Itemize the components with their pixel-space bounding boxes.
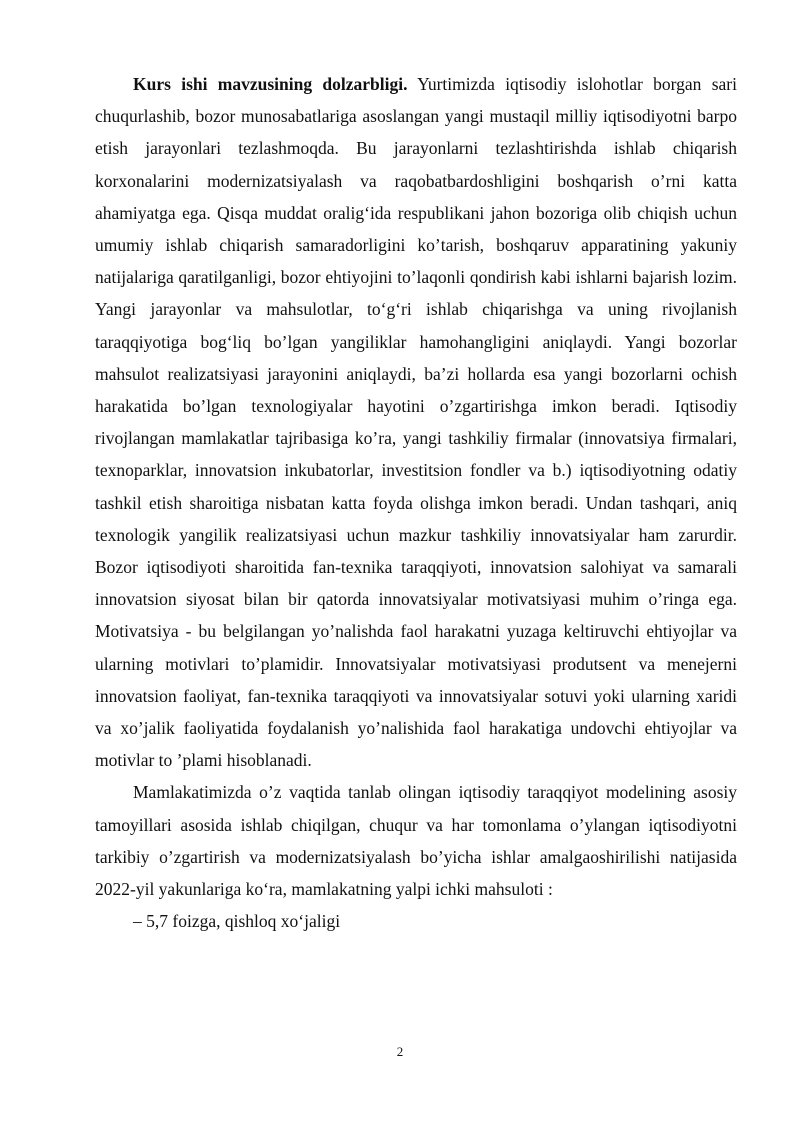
paragraph-heading: Kurs ishi mavzusining dolzarbligi.	[133, 74, 408, 94]
paragraph-relevance	[95, 68, 737, 776]
list-item: – 5,7 foizga, qishloq xoʻjaligi	[133, 911, 341, 932]
document-body	[95, 68, 737, 937]
paragraph-text: Yurtimizda iqtisodiy islohotlar borgan sari chuqurlashib, bozor munosabatlariga asoslangan yangi mustaqil milliy iqtisodiyotni barpo etish jarayonlari tezlashmoqda. Bu jarayonlarni tezlashtirishda ishlab chiqarish korxonalarini modernizatsiyalash va raqobatbardoshligini boshqarish oʼrni katta ahamiyatga ega. Qisqa muddat oraligʻida respublikani jahon bozoriga olib chiqish uchun umumiy ishlab chiqarish samaradorligini koʼtarish, boshqaruv apparatining yakuniy natijalariga qaratilganligi, bozor ehtiyojini toʼlaqonli qondirish kabi ishlarni bajarish lozim. Yangi jarayonlar va mahsulotlar, toʻgʻri ishlab chiqarishga va uning rivojlanish taraqqiyotiga bogʻliq boʼlgan yangiliklar hamohangligini aniqlaydi. Yangi bozorlar mahsulot realizatsiyasi jarayonini aniqlaydi, baʼzi hollarda esa yangi bozorlarni ochish harakatida boʼlgan texnologiyalar hayotini oʼzgartirishga imkon beradi. Iqtisodiy rivojlangan mamlakatlar tajribasiga koʼra, yangi tashkiliy firmalar (innovatsiya firmalari, texnoparklar, innovatsion inkubatorlar, investitsion fondler va b.) iqtisodiyotning odatiy tashkil etish sharoitiga nisbatan katta foyda olishga imkon beradi. Undan tashqari, aniq texnologik yangilik realizatsiyasi uchun mazkur tashkiliy innovatsiyalar ham zarurdir. Bozor iqtisodiyoti sharoitida fan-texnika taraqqiyoti, innovatsion salohiyat va samarali innovatsion siyosat bilan bir qatorda innovatsiyalar motivatsiyasi muhim oʼringa ega. Motivatsiya - bu belgilangan yoʼnalishda faol harakatni yuzaga keltiruvchi ehtiyojlar va ularning motivlari toʼplamidir. Innovatsiyalar motivatsiyasi produtsent va menejerni innovatsion faoliyat, fan-texnika taraqqiyoti va innovatsiyalar sotuvi yoki ularning xaridi va xoʼjalik faoliyatida foydalanish yoʼnalishida faol harakatiga undovchi ehtiyojlar va motivlar to ʼplami hisoblanadi.	[95, 74, 737, 771]
page-number: 2	[396, 1044, 404, 1059]
paragraph-economy: Mamlakatimizda oʼz vaqtida tanlab olingan iqtisodiy taraqqiyot modelining asosiy tamoyillari asosida ishlab chiqilgan, chuqur va har tomonlama oʼylangan iqtisodiyotni tarkibiy oʼzgartirish va modernizatsiyalash boʼyicha ishlar amalgaoshirilishi natijasida 2022-yil yakunlariga koʻra, mamlakatning yalpi ichki mahsuloti :	[95, 782, 737, 900]
